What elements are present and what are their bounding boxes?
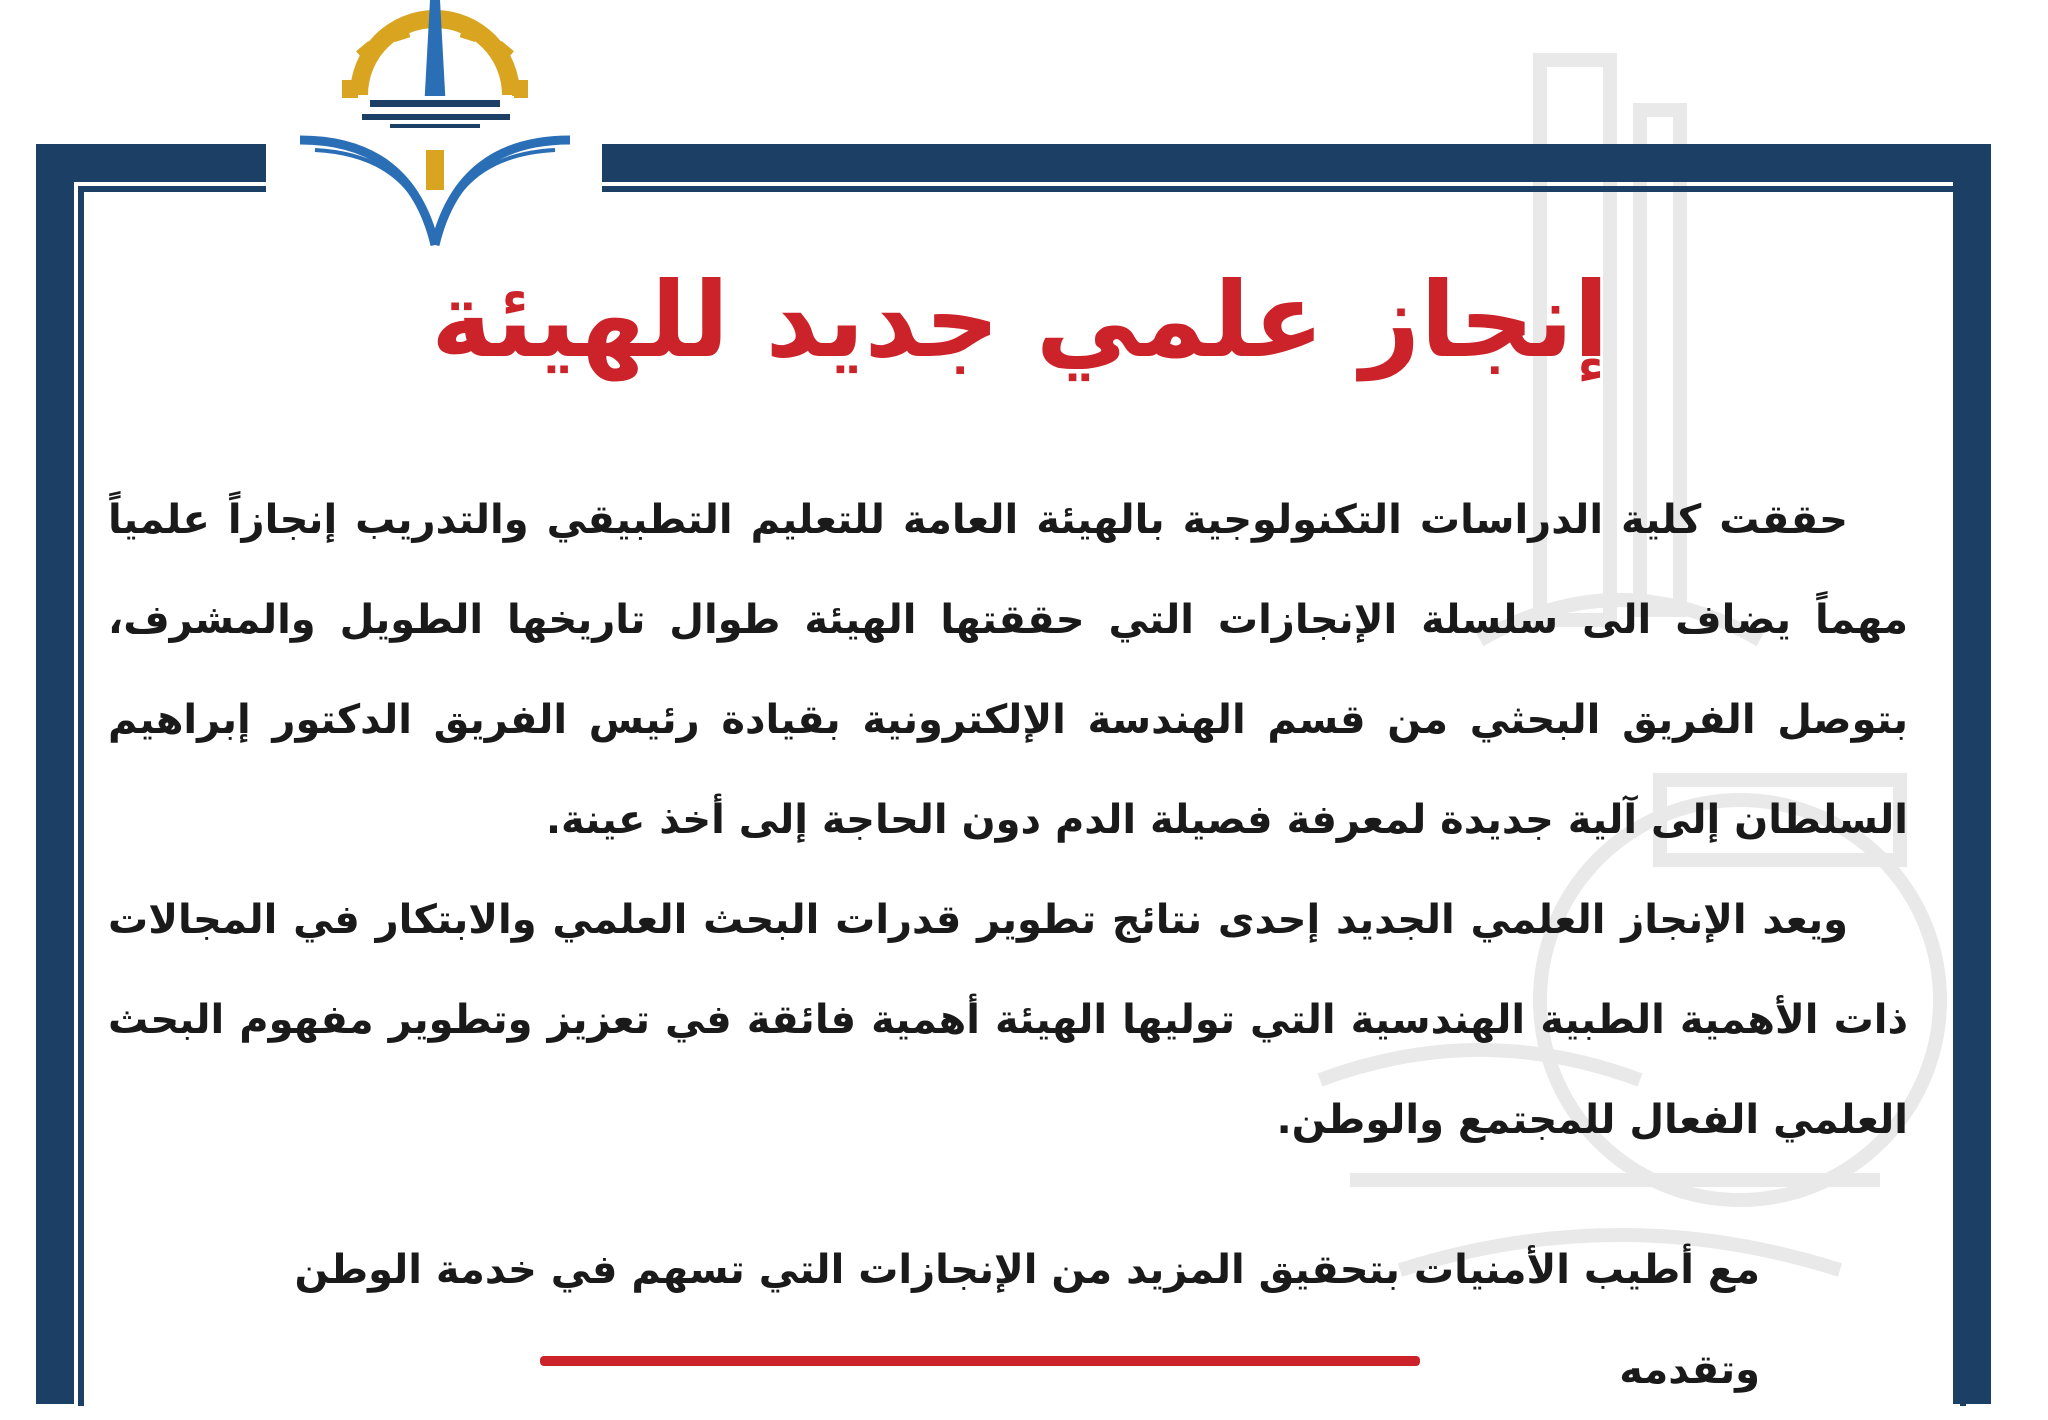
paaet-logo-icon (290, 0, 580, 250)
page-title: إنجاز علمي جديد للهيئة (431, 259, 1609, 381)
closing-line: مع أطيب الأمنيات بتحقيق المزيد من الإنجازات التي تسهم في خدمة الوطن وتقدمه (294, 1247, 1760, 1393)
paragraph: ويعد الإنجاز العلمي الجديد إحدى نتائج تطوير قدرات البحث العلمي والابتكار في المجالات ذات الأهمية الطبية الهندسية التي توليها الهيئة أهمية فائقة في تعزيز وتطوير مفهوم البحث العلمي الفعال للمجتمع والوطن. (108, 897, 1908, 1143)
signature-line-fragment (540, 1356, 1420, 1366)
article-body (108, 470, 1908, 1170)
paragraph: حققت كلية الدراسات التكنولوجية بالهيئة العامة للتعليم التطبيقي والتدريب إنجازاً علمياً مهماً يضاف الى سلسلة الإنجازات التي حققتها الهيئة طوال تاريخها الطويل والمشرف، بتوصل الفريق البحثي من قسم الهندسة الإلكترونية بقيادة رئيس الفريق الدكتور إبراهيم السلطان إلى آلية جديدة لمعرفة فصيلة الدم دون الحاجة إلى أخذ عينة. (108, 497, 1908, 843)
